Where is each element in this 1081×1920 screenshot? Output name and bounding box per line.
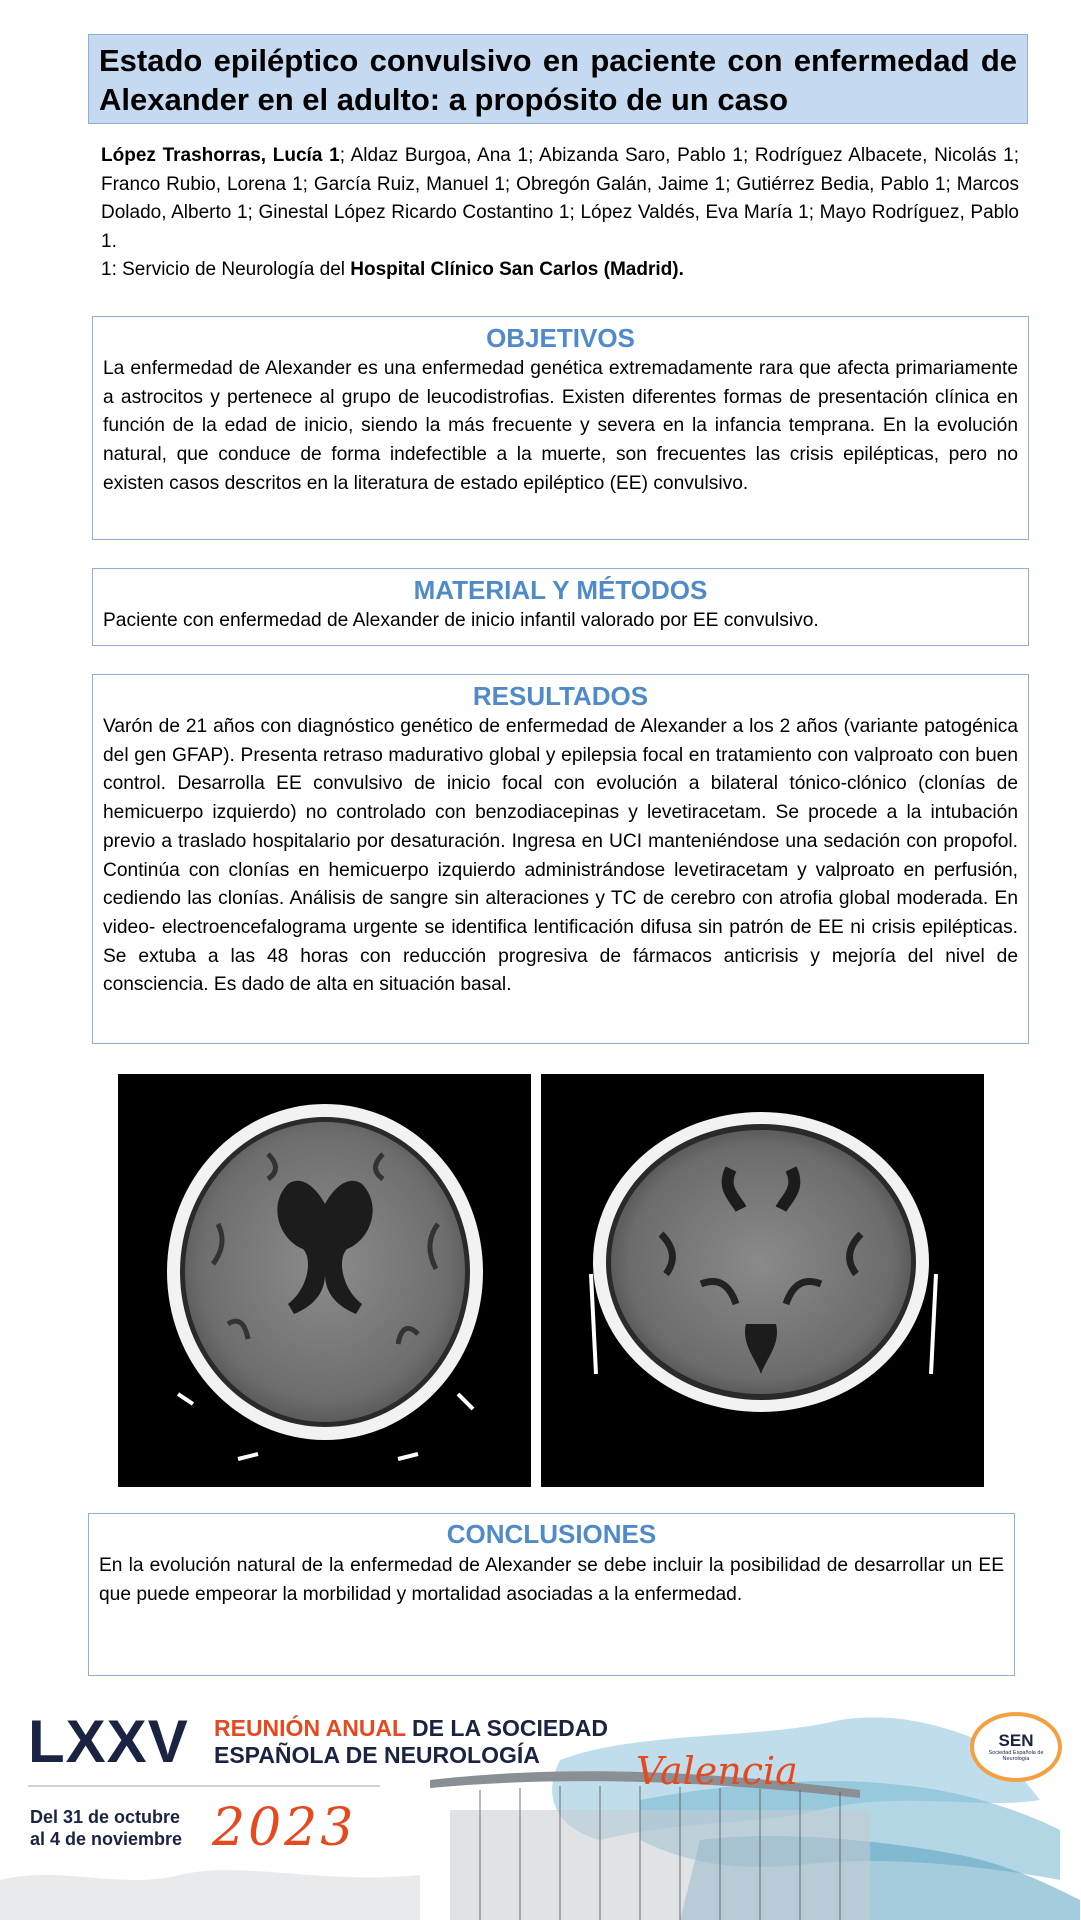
ct-scan-drawing-2: [541, 1074, 984, 1487]
ct-scan-image-ventricles: [118, 1074, 531, 1487]
sen-logo-text: SEN: [998, 1731, 1034, 1750]
sen-logo: [970, 1712, 1062, 1782]
dates-line1: Del 31 de octubre: [30, 1807, 181, 1827]
congress-year: 2023: [212, 1798, 357, 1858]
conclusiones-text: En la evolución natural de la enfermedad de Alexander se debe incluir la posibilidad de desarrollar un EE que puede empeorar la morbilidad y mortalidad asociadas a la enfermedad.: [99, 1555, 1004, 1605]
section-resultados: [92, 674, 1029, 1044]
conclusiones-heading: CONCLUSIONES: [446, 1519, 657, 1549]
material-text: Paciente con enfermedad de Alexander de inicio infantil valorado por EE convulsivo.: [103, 610, 819, 631]
material-heading: MATERIAL Y MÉTODOS: [413, 575, 708, 605]
affiliation-hospital: Hospital Clínico San Carlos (Madrid).: [350, 259, 684, 280]
congress-name-rest: DE LA SOCIEDAD: [405, 1715, 608, 1741]
section-objetivos: [92, 316, 1029, 540]
congress-name-accent: REUNIÓN ANUAL: [214, 1715, 406, 1741]
title-box: [88, 34, 1028, 124]
congress-city: Valencia: [636, 1749, 798, 1793]
dates-line2: al 4 de noviembre: [30, 1829, 183, 1849]
objetivos-text: La enfermedad de Alexander es una enfermedad genética extremadamente rara que afecta primariamente a astrocitos y pertenece al grupo de leucodistrofias. Existen diferentes formas de presentación clínica en función de la edad de inicio, siendo la más frecuente y severa en la infancia temprana. En la evolución natural, que conduce de forma indefectible a la muerte, son frecuentes las crisis epilépticas, pero no existen casos descritos en la literatura de estado epiléptico (EE) convulsivo.: [103, 358, 1018, 494]
resultados-heading: RESULTADOS: [472, 681, 649, 711]
section-material-metodos: [92, 568, 1029, 646]
objetivos-heading: OBJETIVOS: [486, 323, 635, 353]
affiliation: [101, 256, 1019, 285]
congress-name-line2: ESPAÑOLA DE NEUROLOGÍA: [214, 1742, 540, 1768]
congress-banner: [0, 1690, 1081, 1920]
coauthors: ; Aldaz Burgoa, Ana 1; Abizanda Saro, Pablo 1; Rodríguez Albacete, Nicolás 1; Franco Rubio, Lorena 1; García Ruiz, Manuel 1; Obregón Galán, Jaime 1; Gutiérrez Bedia, Pablo 1; Marcos Dolado, Alberto 1; Ginestal López Ricardo Costantino 1; López Valdés, Eva María 1; Mayo Rodríguez, Pablo 1.: [101, 145, 1020, 252]
ct-scan-drawing-1: [118, 1074, 531, 1487]
resultados-text: Varón de 21 años con diagnóstico genético de enfermedad de Alexander a los 2 años (variante patogénica del gen GFAP). Presenta retraso madurativo global y epilepsia focal en tratamiento con valproato con buen control. Desarrolla EE convulsivo de inicio focal con evolución a bilateral tónico-clónico (clonías de hemicuerpo izquierdo) no controlado con benzodiacepinas y levetiracetam. Se procede a la intubación previo a traslado hospitalario por desaturación. Ingresa en UCI manteniéndose una sedación con propofol. Continúa con clonías en hemicuerpo izquierdo administrándose levetiracetam y valproato en perfusión, cediendo las clonías. Análisis de sangre sin alteraciones y TC de cerebro con atrofia global moderada. En video- electroencefalograma urgente se identifica lentificación difusa sin patrón de EE ni crisis epilépticas. Se extuba a las 48 horas con reducción progresiva de fármacos anticrisis y mejoría del nivel de consciencia. Es dado de alta en situación basal.: [103, 716, 1018, 996]
author-list: [101, 142, 1019, 256]
first-author: López Trashorras, Lucía 1: [101, 145, 340, 166]
ct-scan-image-atrophy: [541, 1074, 984, 1487]
congress-name: [214, 1715, 608, 1769]
edition-number: LXXV: [28, 1708, 189, 1775]
poster-title: Estado epiléptico convulsivo en paciente con enfermedad de Alexander en el adulto: a propósito de un caso: [99, 43, 1017, 117]
congress-dates: [30, 1806, 182, 1850]
authors-block: [101, 142, 1019, 285]
affiliation-prefix: 1: Servicio de Neurología del: [101, 259, 351, 280]
sen-logo-subtext: Sociedad Española de Neurología: [988, 1750, 1044, 1762]
section-conclusiones: [88, 1513, 1015, 1676]
